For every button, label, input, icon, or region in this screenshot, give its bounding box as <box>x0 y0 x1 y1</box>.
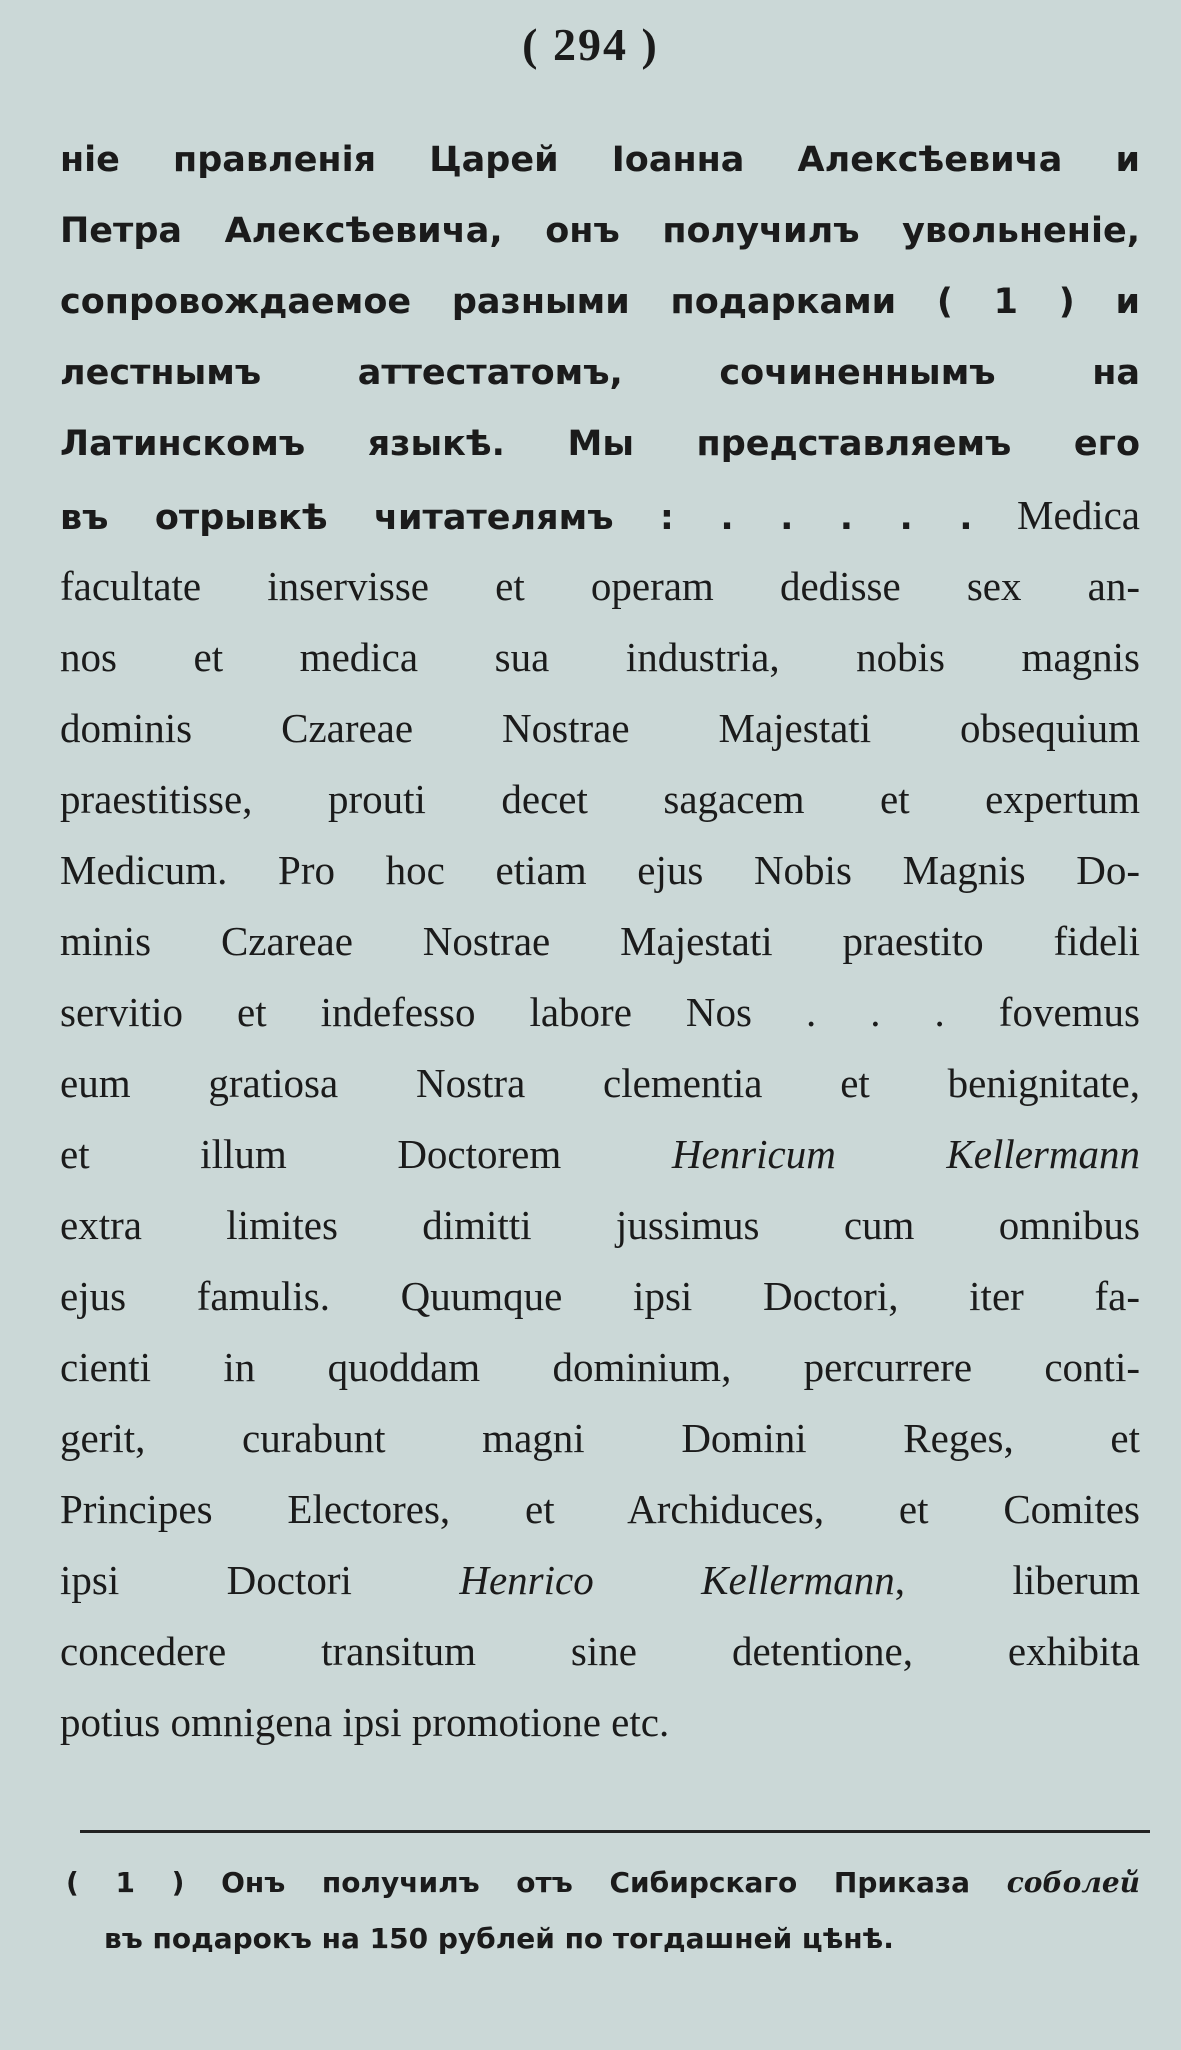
footnote-italic: соболей <box>1006 1866 1140 1899</box>
text-line: nos et medica sua industria, nobis magnis <box>60 634 1140 680</box>
text-line: extra limites dimitti jussimus cum omnibus <box>60 1202 1140 1248</box>
text-line: servitio et indefesso labore Nos . . . fovemus <box>60 989 1140 1035</box>
text-line: cienti in quoddam dominium, percurrere conti- <box>60 1344 1140 1390</box>
text-line: gerit, curabunt magni Domini Reges, et <box>60 1415 1140 1461</box>
text-line: ніе правленія Царей Іоанна Алексѣевича и <box>60 140 1140 180</box>
page-number: ( 294 ) <box>522 19 659 70</box>
text-line: сопровождаемое разными подарками ( 1 ) и <box>60 282 1140 322</box>
text-line: Латинскомъ языкѣ. Мы представляемъ его <box>60 424 1140 464</box>
text-line: facultate inservisse et operam dedisse sex an- <box>60 563 1140 609</box>
text-line: ejus famulis. Quumque ipsi Doctori, iter fa- <box>60 1273 1140 1319</box>
italic-name: Henrico Kellermann <box>459 1557 895 1603</box>
text-line: et illum Doctorem Henricum Kellermann <box>60 1131 1140 1177</box>
text-line: лестнымъ аттестатомъ, сочиненнымъ на <box>60 353 1140 393</box>
text-line: Петра Алексѣевича, онъ получилъ увольненіе, <box>60 211 1140 251</box>
footnote <box>66 1855 1140 1967</box>
text-line: potius omnigena ipsi promotione etc. <box>60 1699 670 1745</box>
footnote-line: ( 1 ) Онъ получилъ отъ Сибирскаго Приказа соболей <box>66 1866 1140 1899</box>
text-line: Principes Electores, et Archiduces, et Comites <box>60 1486 1140 1532</box>
text-line: dominis Czareae Nostrae Majestati obsequium <box>60 705 1140 751</box>
text-line: praestitisse, prouti decet sagacem et expertum <box>60 776 1140 822</box>
text-line: ipsi Doctori Henrico Kellermann, liberum <box>60 1557 1140 1603</box>
text-line: въ отрывкѣ читателямъ : . . . . . Medica <box>60 492 1140 538</box>
text-line: minis Czareae Nostrae Majestati praestito fideli <box>60 918 1140 964</box>
footnote-line: въ подарокъ на 150 рублей по тогдашней цѣнѣ. <box>104 1922 894 1955</box>
text-line: eum gratiosa Nostra clementia et benignitate, <box>60 1060 1140 1106</box>
main-text <box>60 125 1140 1758</box>
italic-name: Henricum Kellermann <box>671 1131 1140 1177</box>
footnote-divider <box>80 1830 1150 1833</box>
text-line: Medicum. Pro hoc etiam ejus Nobis Magnis Do- <box>60 847 1140 893</box>
text-line: concedere transitum sine detentione, exhibita <box>60 1628 1140 1674</box>
